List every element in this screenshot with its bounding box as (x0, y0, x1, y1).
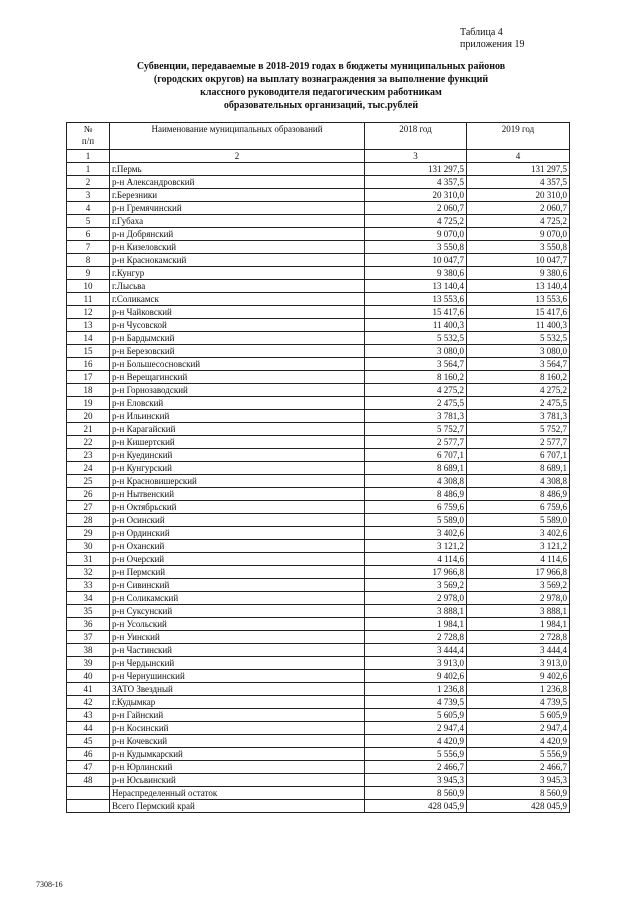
municipality-name: р-н Кунгурский (110, 462, 365, 475)
table-row (67, 735, 570, 748)
document-title (95, 60, 547, 112)
value-2018: 13 553,6 (365, 293, 467, 306)
value-2018: 131 297,5 (365, 163, 467, 176)
table-row (67, 527, 570, 540)
municipality-name: р-н Чердынский (110, 657, 365, 670)
municipality-name: р-н Гайнский (110, 709, 365, 722)
table-row (67, 202, 570, 215)
value-2019: 13 140,4 (467, 280, 570, 293)
title-line-2: (городских округов) на выплату вознаграждения за выполнение функций (153, 74, 489, 85)
municipality-name: г.Кунгур (110, 267, 365, 280)
value-2019: 4 725,2 (467, 215, 570, 228)
value-2019: 9 402,6 (467, 670, 570, 683)
table-row (67, 176, 570, 189)
value-2019: 3 569,2 (467, 579, 570, 592)
municipality-name: р-н Кудымкарский (110, 748, 365, 761)
municipality-name: р-н Красновишерский (110, 475, 365, 488)
row-number: 7 (67, 241, 110, 254)
value-2018: 2 947,4 (365, 722, 467, 735)
index-cell-1: 1 (67, 150, 110, 163)
table-row (67, 306, 570, 319)
table-row (67, 254, 570, 267)
value-2019: 2 466,7 (467, 761, 570, 774)
row-number: 16 (67, 358, 110, 371)
municipality-name: р-н Кизеловский (110, 241, 365, 254)
value-2019: 6 707,1 (467, 449, 570, 462)
value-2019: 20 310,0 (467, 189, 570, 202)
row-number: 36 (67, 618, 110, 631)
table-row (67, 774, 570, 787)
value-2018: 4 357,5 (365, 176, 467, 189)
municipality-name: ЗАТО Звездный (110, 683, 365, 696)
row-number: 42 (67, 696, 110, 709)
table-row (67, 358, 570, 371)
row-number: 17 (67, 371, 110, 384)
row-number: 4 (67, 202, 110, 215)
municipality-name: р-н Большесосновский (110, 358, 365, 371)
value-2018: 2 466,7 (365, 761, 467, 774)
value-2018: 3 913,0 (365, 657, 467, 670)
value-2018: 3 945,3 (365, 774, 467, 787)
table-row (67, 657, 570, 670)
municipality-name: р-н Карагайский (110, 423, 365, 436)
title-line-3: классного руководителя педагогическим работникам (200, 87, 442, 98)
value-2018: 10 047,7 (365, 254, 467, 267)
row-number: 20 (67, 410, 110, 423)
municipality-name: р-н Косинский (110, 722, 365, 735)
row-number: 23 (67, 449, 110, 462)
value-2019: 5 532,5 (467, 332, 570, 345)
column-index-row (67, 150, 570, 163)
value-2019: 4 275,2 (467, 384, 570, 397)
value-2018: 8 486,9 (365, 488, 467, 501)
value-2018: 2 978,0 (365, 592, 467, 605)
municipality-name: р-н Очерский (110, 553, 365, 566)
value-2018: 2 728,8 (365, 631, 467, 644)
table-row (67, 410, 570, 423)
value-2018: 4 114,6 (365, 553, 467, 566)
document-code: 7308-16 (36, 880, 63, 889)
value-2019: 9 380,6 (467, 267, 570, 280)
value-2019: 2 577,7 (467, 436, 570, 449)
value-2019: 4 357,5 (467, 176, 570, 189)
table-row (67, 592, 570, 605)
table-row (67, 371, 570, 384)
table-number: Таблица 4 (460, 27, 503, 38)
row-number: 46 (67, 748, 110, 761)
row-number: 15 (67, 345, 110, 358)
value-2019: 5 752,7 (467, 423, 570, 436)
municipality-name: Нераспределенный остаток (110, 787, 365, 800)
row-number: 5 (67, 215, 110, 228)
table-row (67, 618, 570, 631)
table-row (67, 605, 570, 618)
municipality-name: г.Лысьва (110, 280, 365, 293)
municipality-name: р-н Березовский (110, 345, 365, 358)
row-number: 3 (67, 189, 110, 202)
municipality-name: р-н Осинский (110, 514, 365, 527)
municipality-name: р-н Краснокамский (110, 254, 365, 267)
municipality-name: р-н Частинский (110, 644, 365, 657)
table-row (67, 566, 570, 579)
table-row (67, 189, 570, 202)
header-2018: 2018 год (365, 123, 467, 150)
row-number: 25 (67, 475, 110, 488)
municipality-name: р-н Добрянский (110, 228, 365, 241)
row-number: 48 (67, 774, 110, 787)
municipality-name: р-н Ильинский (110, 410, 365, 423)
municipality-name: р-н Уинский (110, 631, 365, 644)
table-row (67, 241, 570, 254)
value-2019: 2 947,4 (467, 722, 570, 735)
table-row (67, 800, 570, 813)
value-2019: 3 121,2 (467, 540, 570, 553)
value-2018: 9 380,6 (365, 267, 467, 280)
row-number: 45 (67, 735, 110, 748)
value-2019: 5 556,9 (467, 748, 570, 761)
municipality-name: р-н Гремячинский (110, 202, 365, 215)
value-2018: 4 275,2 (365, 384, 467, 397)
table-row (67, 384, 570, 397)
municipality-name: р-н Пермский (110, 566, 365, 579)
table-row (67, 670, 570, 683)
header-row (67, 123, 570, 150)
value-2019: 8 560,9 (467, 787, 570, 800)
header-number-line1: № (83, 124, 93, 134)
value-2018: 2 577,7 (365, 436, 467, 449)
value-2019: 5 605,9 (467, 709, 570, 722)
municipality-name: р-н Кишертский (110, 436, 365, 449)
table-row (67, 267, 570, 280)
value-2019: 4 114,6 (467, 553, 570, 566)
table-row (67, 683, 570, 696)
value-2019: 6 759,6 (467, 501, 570, 514)
row-number: 30 (67, 540, 110, 553)
row-number: 27 (67, 501, 110, 514)
header-number-line2: п/п (81, 136, 95, 146)
value-2019: 3 080,0 (467, 345, 570, 358)
municipality-name: г.Кудымкар (110, 696, 365, 709)
value-2018: 5 752,7 (365, 423, 467, 436)
value-2019: 8 160,2 (467, 371, 570, 384)
row-number: 21 (67, 423, 110, 436)
row-number: 34 (67, 592, 110, 605)
municipality-name: р-н Нытвенский (110, 488, 365, 501)
municipality-name: р-н Сивинский (110, 579, 365, 592)
value-2018: 11 400,3 (365, 319, 467, 332)
value-2018: 2 060,7 (365, 202, 467, 215)
value-2019: 2 728,8 (467, 631, 570, 644)
value-2019: 5 589,0 (467, 514, 570, 527)
value-2019: 2 475,5 (467, 397, 570, 410)
row-number: 32 (67, 566, 110, 579)
value-2019: 3 402,6 (467, 527, 570, 540)
municipality-name: р-н Верещагинский (110, 371, 365, 384)
value-2019: 2 978,0 (467, 592, 570, 605)
value-2019: 3 781,3 (467, 410, 570, 423)
row-number: 28 (67, 514, 110, 527)
table-row (67, 228, 570, 241)
value-2019: 4 420,9 (467, 735, 570, 748)
index-cell-3: 3 (365, 150, 467, 163)
municipality-name: р-н Суксунский (110, 605, 365, 618)
value-2019: 131 297,5 (467, 163, 570, 176)
table-row (67, 787, 570, 800)
value-2019: 4 739,5 (467, 696, 570, 709)
row-number: 41 (67, 683, 110, 696)
municipality-name: р-н Бардымский (110, 332, 365, 345)
value-2019: 3 550,8 (467, 241, 570, 254)
value-2019: 3 888,1 (467, 605, 570, 618)
index-cell-4: 4 (467, 150, 570, 163)
row-number: 19 (67, 397, 110, 410)
value-2018: 9 070,0 (365, 228, 467, 241)
index-cell-2: 2 (110, 150, 365, 163)
row-number: 38 (67, 644, 110, 657)
municipality-name: р-н Юсьвинский (110, 774, 365, 787)
value-2018: 8 160,2 (365, 371, 467, 384)
value-2019: 17 966,8 (467, 566, 570, 579)
table-row (67, 423, 570, 436)
table-row (67, 579, 570, 592)
row-number: 47 (67, 761, 110, 774)
value-2019: 1 984,1 (467, 618, 570, 631)
municipality-name: р-н Кочевский (110, 735, 365, 748)
municipality-name: р-н Ординский (110, 527, 365, 540)
value-2018: 428 045,9 (365, 800, 467, 813)
value-2018: 5 532,5 (365, 332, 467, 345)
value-2018: 4 725,2 (365, 215, 467, 228)
value-2018: 3 888,1 (365, 605, 467, 618)
value-2019: 9 070,0 (467, 228, 570, 241)
value-2018: 5 556,9 (365, 748, 467, 761)
value-2019: 3 913,0 (467, 657, 570, 670)
table-row (67, 501, 570, 514)
table-row (67, 449, 570, 462)
value-2018: 5 605,9 (365, 709, 467, 722)
value-2018: 6 759,6 (365, 501, 467, 514)
municipality-name: р-н Александровский (110, 176, 365, 189)
value-2018: 1 236,8 (365, 683, 467, 696)
table-row (67, 488, 570, 501)
row-number: 8 (67, 254, 110, 267)
table-row (67, 631, 570, 644)
value-2018: 3 564,7 (365, 358, 467, 371)
value-2018: 20 310,0 (365, 189, 467, 202)
row-number: 13 (67, 319, 110, 332)
table-row (67, 475, 570, 488)
header-2019: 2019 год (467, 123, 570, 150)
value-2019: 3 945,3 (467, 774, 570, 787)
table-row (67, 644, 570, 657)
value-2018: 3 444,4 (365, 644, 467, 657)
municipality-name: г.Соликамск (110, 293, 365, 306)
municipality-name: р-н Усольский (110, 618, 365, 631)
table-row (67, 709, 570, 722)
value-2018: 3 080,0 (365, 345, 467, 358)
table-row (67, 722, 570, 735)
value-2018: 8 689,1 (365, 462, 467, 475)
municipality-name: Всего Пермский край (110, 800, 365, 813)
municipality-name: р-н Оханский (110, 540, 365, 553)
row-number: 29 (67, 527, 110, 540)
table-row (67, 332, 570, 345)
municipality-name: р-н Юрлинский (110, 761, 365, 774)
value-2019: 8 486,9 (467, 488, 570, 501)
row-number: 1 (67, 163, 110, 176)
table-row (67, 514, 570, 527)
header-number (67, 123, 110, 150)
row-number: 10 (67, 280, 110, 293)
municipality-name: р-н Чусовской (110, 319, 365, 332)
table-row (67, 215, 570, 228)
value-2019: 13 553,6 (467, 293, 570, 306)
municipality-name: р-н Куединский (110, 449, 365, 462)
row-number: 12 (67, 306, 110, 319)
table-row (67, 293, 570, 306)
value-2018: 5 589,0 (365, 514, 467, 527)
value-2018: 13 140,4 (365, 280, 467, 293)
row-number: 6 (67, 228, 110, 241)
title-line-1: Субвенции, передаваемые в 2018-2019 годах в бюджеты муниципальных районов (136, 61, 506, 72)
value-2018: 1 984,1 (365, 618, 467, 631)
row-number: 31 (67, 553, 110, 566)
value-2018: 2 475,5 (365, 397, 467, 410)
row-number: 35 (67, 605, 110, 618)
municipality-name: г.Губаха (110, 215, 365, 228)
row-number: 33 (67, 579, 110, 592)
header-name: Наименование муниципальных образований (110, 123, 365, 150)
row-number: 11 (67, 293, 110, 306)
value-2019: 3 444,4 (467, 644, 570, 657)
table-row (67, 436, 570, 449)
row-number: 40 (67, 670, 110, 683)
value-2018: 4 308,8 (365, 475, 467, 488)
value-2018: 3 550,8 (365, 241, 467, 254)
value-2018: 3 569,2 (365, 579, 467, 592)
table-row (67, 345, 570, 358)
row-number (67, 800, 110, 813)
table-row (67, 540, 570, 553)
row-number: 14 (67, 332, 110, 345)
value-2019: 1 236,8 (467, 683, 570, 696)
value-2018: 9 402,6 (365, 670, 467, 683)
municipality-name: р-н Горнозаводский (110, 384, 365, 397)
value-2019: 10 047,7 (467, 254, 570, 267)
municipality-name: р-н Еловский (110, 397, 365, 410)
municipality-name: г.Пермь (110, 163, 365, 176)
value-2018: 4 420,9 (365, 735, 467, 748)
table-caption (460, 27, 524, 51)
value-2019: 3 564,7 (467, 358, 570, 371)
value-2018: 8 560,9 (365, 787, 467, 800)
value-2019: 11 400,3 (467, 319, 570, 332)
row-number (67, 787, 110, 800)
value-2018: 15 417,6 (365, 306, 467, 319)
table-row (67, 397, 570, 410)
municipality-name: р-н Чайковский (110, 306, 365, 319)
table-row (67, 761, 570, 774)
value-2019: 15 417,6 (467, 306, 570, 319)
value-2018: 17 966,8 (365, 566, 467, 579)
row-number: 18 (67, 384, 110, 397)
appendix-number: приложения 19 (460, 39, 525, 50)
row-number: 24 (67, 462, 110, 475)
value-2018: 3 781,3 (365, 410, 467, 423)
value-2019: 4 308,8 (467, 475, 570, 488)
value-2018: 3 402,6 (365, 527, 467, 540)
row-number: 44 (67, 722, 110, 735)
value-2018: 4 739,5 (365, 696, 467, 709)
row-number: 26 (67, 488, 110, 501)
row-number: 39 (67, 657, 110, 670)
municipality-name: р-н Чернушинский (110, 670, 365, 683)
table-row (67, 163, 570, 176)
value-2018: 6 707,1 (365, 449, 467, 462)
row-number: 22 (67, 436, 110, 449)
municipality-name: г.Березники (110, 189, 365, 202)
value-2019: 428 045,9 (467, 800, 570, 813)
subsidies-table (66, 122, 570, 813)
table-row (67, 280, 570, 293)
table-row (67, 553, 570, 566)
title-line-4: образовательных организаций, тыс.рублей (223, 100, 419, 111)
row-number: 2 (67, 176, 110, 189)
table-body (67, 163, 570, 813)
value-2018: 3 121,2 (365, 540, 467, 553)
table-row (67, 696, 570, 709)
table-row (67, 319, 570, 332)
municipality-name: р-н Соликамский (110, 592, 365, 605)
municipality-name: р-н Октябрьский (110, 501, 365, 514)
row-number: 43 (67, 709, 110, 722)
row-number: 37 (67, 631, 110, 644)
table-row (67, 748, 570, 761)
row-number: 9 (67, 267, 110, 280)
table-row (67, 462, 570, 475)
value-2019: 2 060,7 (467, 202, 570, 215)
value-2019: 8 689,1 (467, 462, 570, 475)
